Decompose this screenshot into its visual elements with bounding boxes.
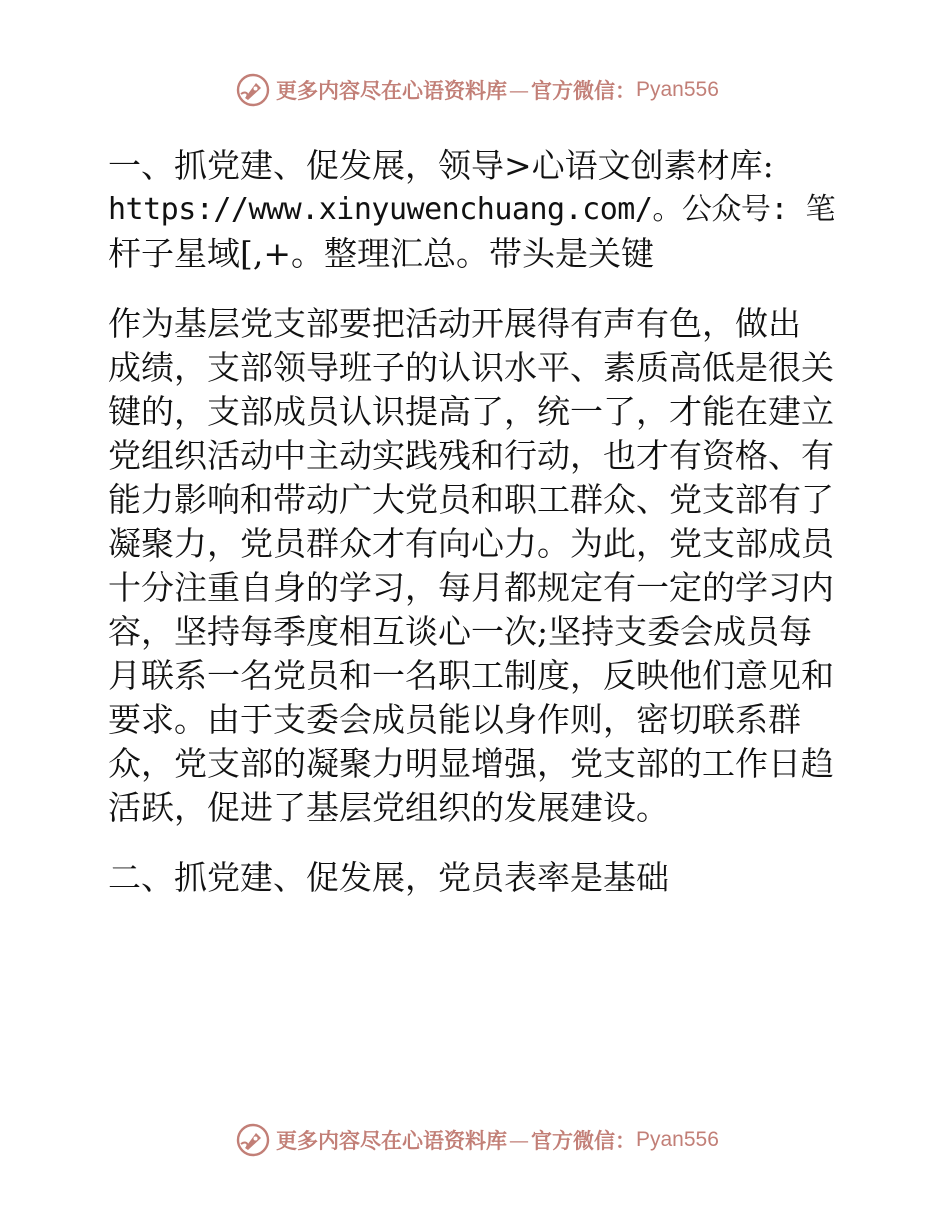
brand-text: 更多内容尽在心语资料库: [276, 1128, 507, 1153]
brand-text: 更多内容尽在心语资料库: [276, 78, 507, 103]
wechat-label: 官方微信：: [531, 78, 636, 103]
banner-dash: —: [509, 1128, 529, 1152]
section-2-heading: [98, 836, 858, 906]
pen-nib-logo-icon: [236, 73, 270, 107]
wechat-id: Pyan556: [636, 1128, 719, 1151]
paragraph-line: 众，党支部的凝聚力明显增强，党支部的工作日趋: [108, 744, 834, 783]
paragraph-line: 作为基层党支部要把活动开展得有声有色，做出: [108, 304, 801, 343]
paragraph-line: 月联系一名党员和一名职工制度，反映他们意见和: [108, 656, 834, 695]
heading-line: 二、抓党建、促发展，党员表率是基础: [108, 858, 669, 897]
paragraph-line: 十分注重自身的学习，每月都规定有一定的学习内: [108, 568, 834, 607]
heading-line-url: https://www.xinyuwenchuang.com/。公众号: 笔: [108, 192, 836, 227]
paragraph-line: 成绩，支部领导班子的认识水平、素质高低是很关: [108, 348, 834, 387]
paragraph-line: 键的，支部成员认识提高了，统一了，才能在建立: [108, 392, 834, 431]
heading-line: 杆子星域[,+。整理汇总。带头是关键: [108, 234, 655, 273]
paragraph-line: 党组织活动中主动实践残和行动，也才有资格、有: [108, 436, 834, 475]
banner-dash: —: [509, 78, 529, 102]
paragraph-line: 活跃，促进了基层党组织的发展建设。: [108, 788, 669, 827]
section-1-heading: [98, 124, 858, 282]
paragraph-line: 要求。由于支委会成员能以身作则，密切联系群: [108, 700, 801, 739]
wechat-label: 官方微信：: [531, 1128, 636, 1153]
paragraph-line: 容，坚持每季度相互谈心一次;坚持支委会成员每: [108, 612, 813, 651]
wechat-id: Pyan556: [636, 78, 719, 101]
paragraph-line: 凝聚力，党员群众才有向心力。为此，党支部成员: [108, 524, 834, 563]
footer-banner: [236, 1122, 719, 1158]
paragraph-line: 能力影响和带动广大党员和职工群众、党支部有了: [108, 480, 834, 519]
pen-nib-logo-icon: [236, 1123, 270, 1157]
document-body: [98, 124, 858, 906]
heading-line: 一、抓党建、促发展，领导>心语文创素材库:: [108, 146, 774, 185]
paragraph-1: [98, 282, 858, 836]
header-banner: [236, 72, 719, 108]
